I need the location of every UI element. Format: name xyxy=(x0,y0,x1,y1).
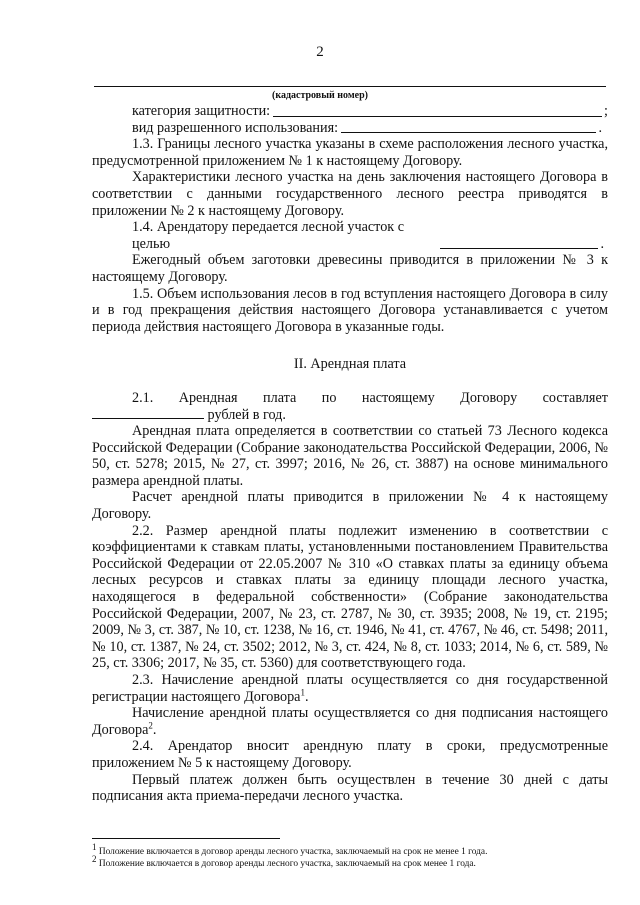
paragraph-accrual xyxy=(92,705,608,738)
cadastral-number-line xyxy=(94,86,606,87)
protection-category-blank xyxy=(273,116,602,117)
article-2-1-word: Арендная xyxy=(178,389,238,406)
paragraph-rent-calculation: Расчет арендной платы приводится в приложении № 4 к настоящему Договору. xyxy=(92,489,608,523)
page-number: 2 xyxy=(316,44,324,60)
article-2-1-word: составляет xyxy=(542,389,608,406)
footnote-separator xyxy=(92,838,280,839)
footnote-1 xyxy=(92,841,612,858)
paragraph-harvest-volume: Ежегодный объем заготовки древесины приводится в приложении № 3 к настоящему Договору. xyxy=(92,252,608,285)
article-2-1-word: по xyxy=(321,389,337,406)
footnote-2 xyxy=(92,853,612,870)
footnote-ref-2: 2 xyxy=(148,720,153,731)
paragraph-accrual-end: . xyxy=(152,721,157,738)
paragraph-first-payment: Первый платеж должен быть осуществлен в течение 30 дней с даты подписания акта приема-передачи лесного участка. xyxy=(92,771,608,805)
paragraph-2-2: 2.2. Размер арендной платы подлежит изменению в соответствии с коэффициентами к ставкам платы, установленными постановлением Правительства Российской Федерации от 22.05.2007 № 310 «О ставках платы за единицу объема лесных ресурсов и ставках платы за единицу площади лесного участка, находящегося в федеральной собственности» (Собрание законодательства Российской Федерации, 2007, № 23, ст. 2787, № 30, ст. 3935; 2008, № 19, ст. 2195; 2009, № 3, ст. 387, № 10, ст. 1238, № 16, ст. 1946, № 41, ст. 4767, № 46, ст. 5498; 2011, № 10, ст. 1387, № 24, ст. 3502; 2012, № 3, ст. 424, № 8, ст. 1033; 2014, № 6, ст. 589, № 25, ст. 3306; 2017, № 35, ст. 5360) для соответствующего года. xyxy=(92,522,608,672)
paragraph-2-3-text: 2.3. Начисление арендной платы осуществляется со дня государственной регистрации настоящего Договора xyxy=(92,672,608,705)
article-2-1-word: 2.1. xyxy=(132,389,154,406)
permitted-use-line xyxy=(92,120,608,137)
cadastral-caption: (кадастровый номер) xyxy=(272,90,368,101)
paragraph-2-4: 2.4. Арендатор вносит арендную плату в сроки, предусмотренные приложением № 5 к настоящему Договору. xyxy=(92,738,608,771)
section-title: II. Арендная плата xyxy=(293,356,407,373)
protection-category-end: ; xyxy=(604,103,608,119)
footnote-ref-1: 1 xyxy=(300,686,305,697)
permitted-use-label: вид разрешенного использования: xyxy=(132,119,339,136)
permitted-use-blank xyxy=(341,132,596,133)
paragraph-1-3: 1.3. Границы лесного участка указаны в схеме расположения лесного участка, предусмотренной приложением № 1 к настоящему Договору. xyxy=(92,136,608,169)
paragraph-characteristics: Характеристики лесного участка на день заключения настоящего Договора в соответствии с данными государственного лесного реестра приводятся в приложении № 2 к настоящему Договору. xyxy=(92,169,608,219)
permitted-use-end: . xyxy=(598,119,602,136)
paragraph-2-3 xyxy=(92,672,608,705)
paragraph-1-5: 1.5. Объем использования лесов в год вступления настоящего Договора в силу и в год прекращения действия настоящего Договора устанавливается с учетом периода действия настоящего Договора в указанные годы. xyxy=(92,285,608,335)
article-2-1-first-line xyxy=(92,390,608,407)
purpose-blank xyxy=(440,248,598,249)
footnotes xyxy=(92,841,612,870)
paragraph-2-3-end: . xyxy=(304,688,309,705)
article-2-1-word: Договору xyxy=(460,389,518,406)
article-2-1-second-line xyxy=(92,407,608,424)
rent-amount-blank xyxy=(92,418,204,419)
paragraph-1-4-end: . xyxy=(600,235,604,252)
footnote-mark: 2 xyxy=(92,853,97,864)
paragraph-accrual-text: Начисление арендной платы осуществляется со дня подписания настоящего Договора xyxy=(92,705,608,738)
footnote-mark: 1 xyxy=(92,841,97,852)
protection-category-label: категория защитности: xyxy=(132,103,271,119)
protection-category-line xyxy=(92,103,608,120)
article-2-1-word: настоящему xyxy=(361,389,435,406)
footnote-text: Положение включается в договор аренды лесного участка, заключаемый на срок не менее 1 года. xyxy=(96,847,488,857)
paragraph-1-4-text: 1.4. Арендатору передается лесной участок с целью xyxy=(132,219,405,252)
paragraph-rent-definition: Арендная плата определяется в соответствии со статьей 73 Лесного кодекса Российской Федерации (Собрание законодательства Российской Федерации, 2006, № 50, ст. 5278; 2015, № 27, ст. 3997; 2016, № 26, ст. 3887) на основе минимального размера арендной платы. xyxy=(92,423,608,489)
article-2-1-word: плата xyxy=(263,389,297,406)
article-2-1-tail: рублей в год. xyxy=(207,406,286,423)
paragraph-1-4 xyxy=(92,219,608,252)
footnote-text: Положение включается в договор аренды лесного участка, заключаемый на срок менее 1 года. xyxy=(96,859,476,869)
document-body xyxy=(92,103,608,805)
